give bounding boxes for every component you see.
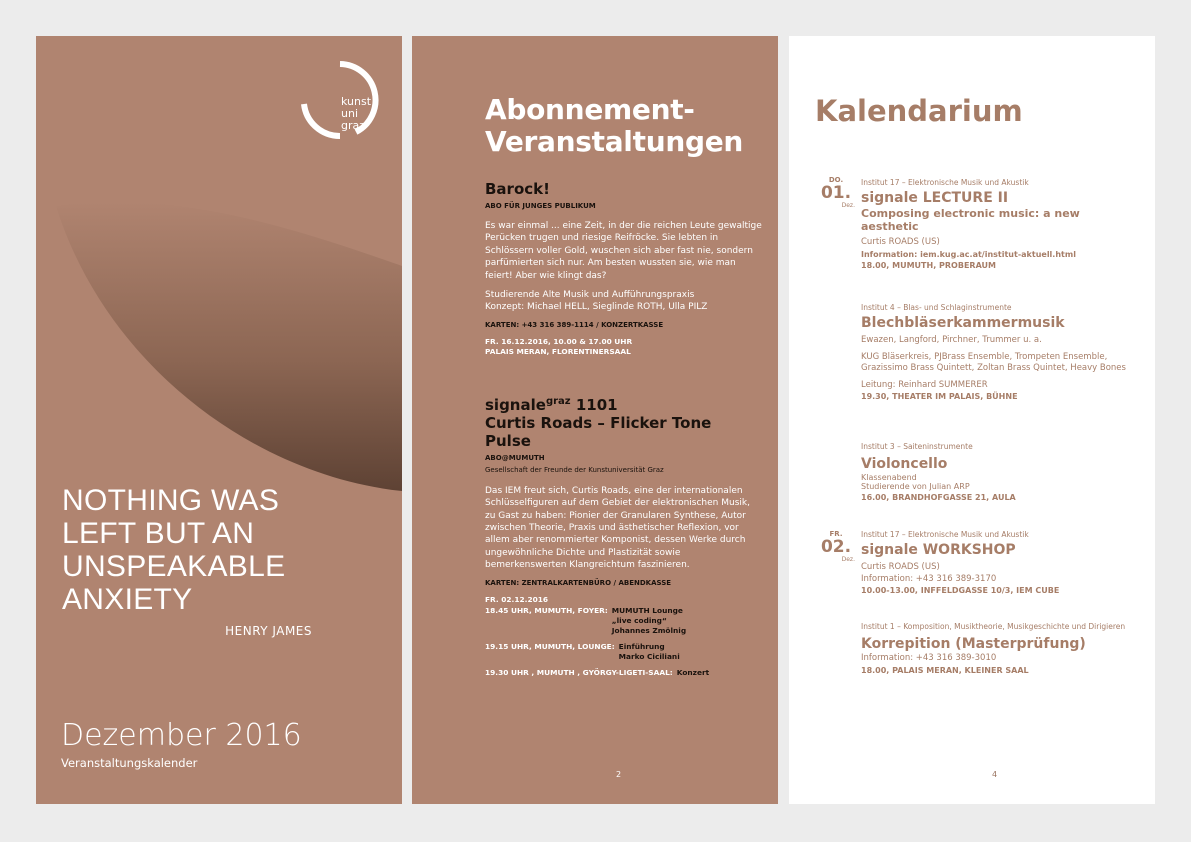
event-description: Es war einmal ... eine Zeit, in der die reichen Leute gewaltige Perücken trugen und riesige Reifröcke. Sie lebten in Schlössern voller Gold, wuschen sich aber fast nie, sondern parfümierten sich nur. Am besten wussten sie, wie man feiert! Aber wie klingt das?	[485, 221, 762, 281]
schedule-value-line: Johannes Zmölnig	[611, 625, 687, 635]
venue-line: PALAIS MERAN, FLORENTINERSAAL	[485, 346, 631, 356]
event-title: Violoncello	[861, 456, 948, 472]
schedule-time: 18.45 UHR, MUMUTH, FOYER:	[485, 605, 608, 615]
calendar-event	[861, 303, 1131, 402]
schedule-value	[619, 642, 680, 662]
schedule-value-line: MUMUTH Lounge	[611, 605, 683, 615]
event-subtitle: Composing electronic music: a new aesthetic	[861, 207, 1080, 233]
event-line: Leitung: Reinhard SUMMERER	[861, 379, 988, 390]
event-line: Klassenabend	[861, 473, 917, 482]
event-line: Studierende von Julian ARP	[861, 482, 970, 491]
logo-word-uni: uni	[341, 107, 358, 120]
logo-word-kunst: kunst	[341, 95, 372, 108]
title-line: Curtis Roads – Flicker Tone	[485, 413, 712, 432]
schedule-time: 19.30 UHR , MUMUTH , GYÖRGY-LIGETI-SAAL:	[485, 667, 673, 677]
event-when: 16.00, BRANDHOFGASSE 21, AULA	[861, 493, 1016, 502]
event-kicker: ABO@MUMUTH	[485, 453, 545, 462]
title-number: 1101	[570, 395, 618, 414]
date-line: FR. 16.12.2016, 10.00 & 17.00 UHR	[485, 336, 633, 346]
event-title-signale	[485, 393, 763, 450]
calendar-event	[861, 530, 1131, 596]
event-title: Blechbläserkammermusik	[861, 315, 1065, 331]
title-main: signale	[485, 395, 546, 414]
heading-line: Veranstaltungen	[485, 125, 744, 158]
cover-subtitle: Veranstaltungskalender	[61, 756, 198, 770]
event-line: Curtis ROADS (US)	[861, 237, 940, 247]
event-organizer: Gesellschaft der Freunde der Kunstuniversität Graz	[485, 465, 664, 474]
event-institute: Institut 17 – Elektronische Musik und Akustik	[861, 178, 1029, 187]
kug-logo-text	[341, 96, 371, 132]
event-when: 18.00, MUMUTH, PROBERAUM	[861, 260, 996, 270]
event-info: Information: iem.kug.ac.at/institut-aktuell.html	[861, 249, 1076, 259]
quote-line: LEFT BUT AN	[62, 517, 255, 550]
schedule-time: 19.15 UHR, MUMUTH, LOUNGE:	[485, 641, 615, 651]
quote-line: UNSPEAKABLE	[62, 550, 286, 583]
event-institute: Institut 17 – Elektronische Musik und Akustik	[861, 530, 1029, 539]
date-marker-day2	[813, 530, 859, 563]
event-line: Information: +43 316 389-3010	[861, 653, 997, 663]
event-line: Information: +43 316 389-3170	[861, 573, 997, 584]
schedule-value	[677, 668, 709, 678]
event-date: FR. 02.12.2016	[485, 594, 549, 604]
cover-quote	[62, 484, 382, 616]
quote-line: NOTHING WAS	[62, 484, 280, 517]
kalendarium-panel	[789, 36, 1155, 804]
event-tickets: KARTEN: ZENTRALKARTENBÜRO / ABENDKASSE	[485, 578, 672, 587]
heading-line: Abonnement-	[485, 93, 695, 126]
abonnement-panel	[412, 36, 778, 804]
schedule-value-line: „live coding“	[611, 615, 667, 625]
calendar-event	[861, 442, 1131, 503]
event-when: 19.30, THEATER IM PALAIS, BÜHNE	[861, 392, 1018, 401]
event-kicker: ABO FÜR JUNGES PUBLIKUM	[485, 202, 596, 210]
page-number: 2	[616, 770, 622, 779]
event-institute: Institut 4 – Blas- und Schlaginstrumente	[861, 303, 1012, 312]
schedule-value-line: Konzert	[676, 667, 710, 677]
date-marker-day1	[813, 176, 859, 209]
calendar-event	[861, 622, 1131, 676]
month-abbr: Dez.	[841, 556, 855, 563]
event-institute: Institut 3 – Saiteninstrumente	[861, 442, 973, 451]
schedule-row	[485, 606, 763, 636]
event-line: Ewazen, Langford, Pirchner, Trummer u. a.	[861, 335, 1042, 345]
schedule-value	[612, 606, 686, 636]
decorative-arc-graphic	[36, 36, 402, 804]
credit-line: Studierende Alte Musik und Aufführungspraxis	[485, 290, 695, 301]
cover-panel	[36, 36, 402, 804]
event-title: Korrepition (Masterprüfung)	[861, 636, 1086, 652]
schedule-value-line: Einführung	[618, 641, 665, 651]
event-institute: Institut 1 – Komposition, Musiktheorie, Musikgeschichte und Dirigieren	[861, 622, 1126, 631]
day-of-week: DO.	[828, 176, 844, 184]
cover-month: Dezember 2016	[61, 718, 302, 753]
page-number: 4	[992, 770, 998, 779]
logo-word-graz: graz	[341, 119, 366, 132]
event-title: signale WORKSHOP	[861, 542, 1016, 558]
event-line: Curtis ROADS (US)	[861, 562, 940, 572]
quote-author: HENRY JAMES	[225, 624, 312, 638]
month-abbr: Dez.	[841, 202, 855, 209]
day-number: 01.	[820, 183, 852, 203]
schedule-row	[485, 668, 763, 678]
abonnement-heading	[485, 94, 763, 158]
calendar-event	[861, 178, 1131, 271]
event-title: signale LECTURE II	[861, 190, 1009, 206]
event-when: 18.00, PALAIS MERAN, KLEINER SAAL	[861, 666, 1029, 675]
credit-line: Konzept: Michael HELL, Sieglinde ROTH, Ulla PILZ	[485, 302, 708, 313]
schedule-row	[485, 642, 763, 662]
kalendarium-heading: Kalendarium	[815, 94, 1023, 128]
title-line: Pulse	[485, 431, 531, 450]
event-when: 10.00-13.00, INFFELDGASSE 10/3, IEM CUBE	[861, 586, 1060, 595]
day-of-week: FR.	[829, 530, 843, 538]
schedule-value-line: Marko Ciciliani	[618, 651, 680, 661]
event-date	[485, 337, 763, 357]
quote-line: ANXIETY	[62, 583, 193, 616]
event-description: Das IEM freut sich, Curtis Roads, eine der internationalen Schlüsselfiguren auf dem Gebiet der elektronischen Musik, zu Gast zu haben: Pionier der Granularen Synthese, Autor zwischen Theorie, Praxis und ästhetischer Reflexion, vor allem aber renommierter Komponist, dessen Werke durch ungewöhnliche Dichte und Plastizität sowie bemerkenswerten Klangreichtum faszinieren.	[485, 485, 750, 571]
event-tickets: KARTEN: +43 316 389-1114 / KONZERTKASSE	[485, 320, 664, 329]
event-line: KUG Bläserkreis, PJBrass Ensemble, Trompeten Ensemble, Grazissimo Brass Quintett, Zoltan Brass Quintet, Heavy Bones	[861, 351, 1126, 373]
event-title-barock: Barock!	[485, 180, 550, 198]
title-superscript: graz	[545, 395, 571, 407]
event-credits	[485, 289, 763, 314]
day-number: 02.	[820, 537, 852, 557]
